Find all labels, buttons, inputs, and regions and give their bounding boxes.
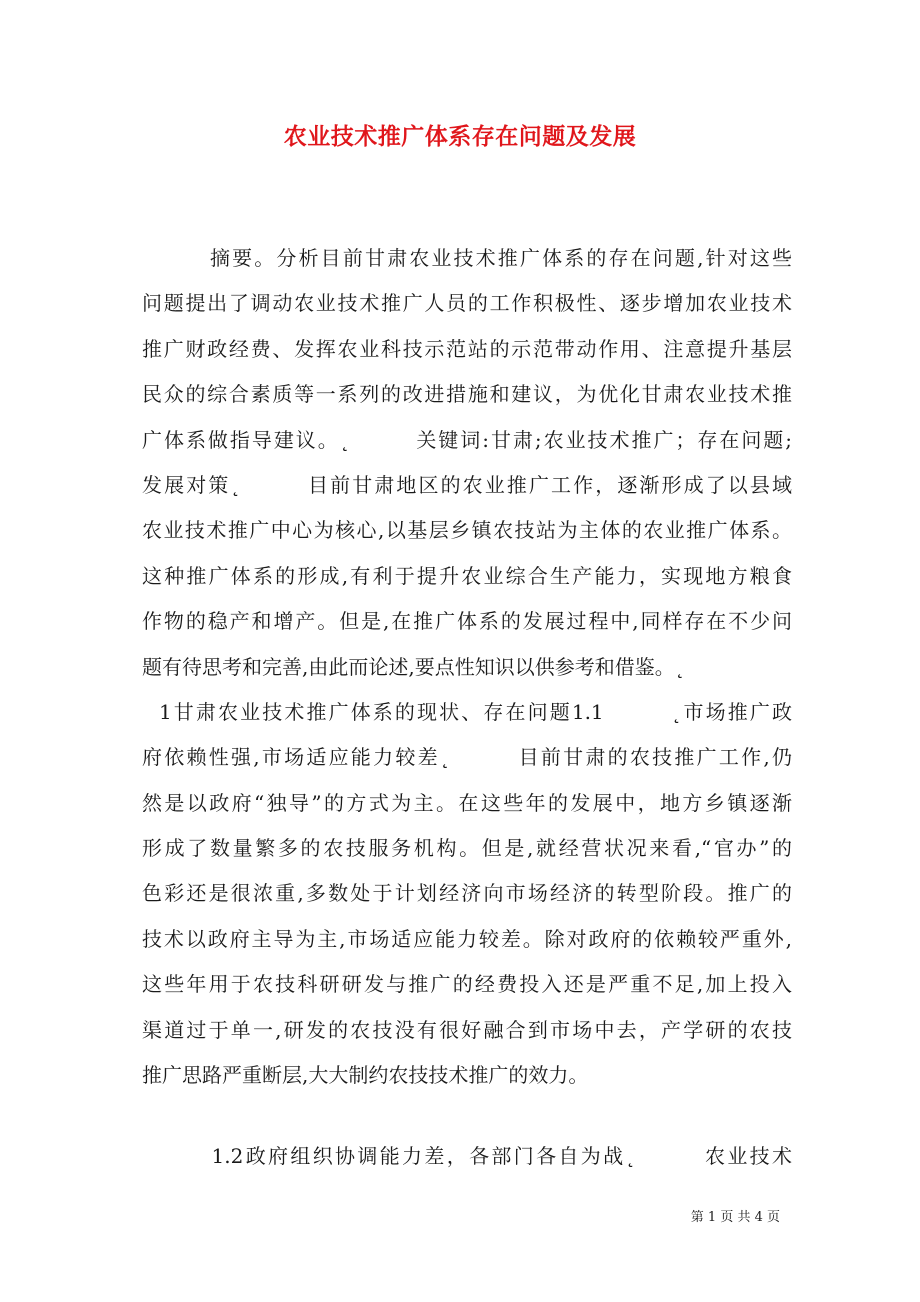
page-number: 第 1 页 共 4 页: [690, 1210, 780, 1225]
body-line: 然是以政府“独导”的方式为主。在这些年的发展中，地方乡镇逐渐: [142, 790, 792, 815]
body-line: 题有待思考和完善,由此而论述,要点性知识以供参考和借鉴。˛: [142, 654, 685, 679]
body-line: 渠道过于单一,研发的农技没有很好融合到市场中去，产学研的农技: [142, 1017, 792, 1042]
body-line: 问题提出了调动农业技术推广人员的工作积极性、逐步增加农业技术: [142, 291, 792, 316]
document-body: [142, 236, 792, 1180]
body-line: 推广思路严重断层,大大制约农技技术推广的效力。: [142, 1063, 589, 1088]
body-line: 农业技术推广中心为核心,以基层乡镇农技站为主体的农业推广体系。: [142, 518, 792, 543]
body-line: 推广财政经费、发挥农业科技示范站的示范带动作用、注意提升基层: [142, 336, 792, 361]
paragraph-gap: [142, 1098, 792, 1134]
body-line: 这种推广体系的形成,有利于提升农业综合生产能力，实现地方粮食: [142, 563, 792, 588]
body-line: 府依赖性强,市场适应能力较差˛ 目前甘肃的农技推广工作,仍: [142, 745, 792, 770]
body-line: 民众的综合素质等一系列的改进措施和建议，为优化甘肃农业技术推: [142, 382, 792, 407]
body-line: 广体系做指导建议。˛ 关键词:甘肃;农业技术推广；存在问题;: [142, 427, 792, 452]
body-line: 发展对策˛ 目前甘肃地区的农业推广工作，逐渐形成了以县域: [142, 472, 792, 497]
body-line: 技术以政府主导为主,市场适应能力较差。除对政府的依赖较严重外,: [142, 926, 792, 951]
body-line: 形成了数量繁多的农技服务机构。但是,就经营状况来看,“官办”的: [142, 836, 792, 861]
body-line: 1甘肃农业技术推广体系的现状、存在问题1.1 ˛市场推广政: [142, 699, 792, 724]
body-line: 这些年用于农技科研研发与推广的经费投入还是严重不足,加上投入: [142, 972, 792, 997]
body-line: 色彩还是很浓重,多数处于计划经济向市场经济的转型阶段。推广的: [142, 881, 792, 906]
body-line: 作物的稳产和增产。但是,在推广体系的发展过程中,同样存在不少问: [142, 609, 792, 634]
body-line: 1.2政府组织协调能力差，各部门各自为战˛ 农业技术: [142, 1144, 792, 1169]
document-title: 农业技术推广体系存在问题及发展: [283, 123, 637, 150]
body-line: 摘要。分析目前甘肃农业技术推广体系的存在问题,针对这些: [142, 246, 792, 270]
